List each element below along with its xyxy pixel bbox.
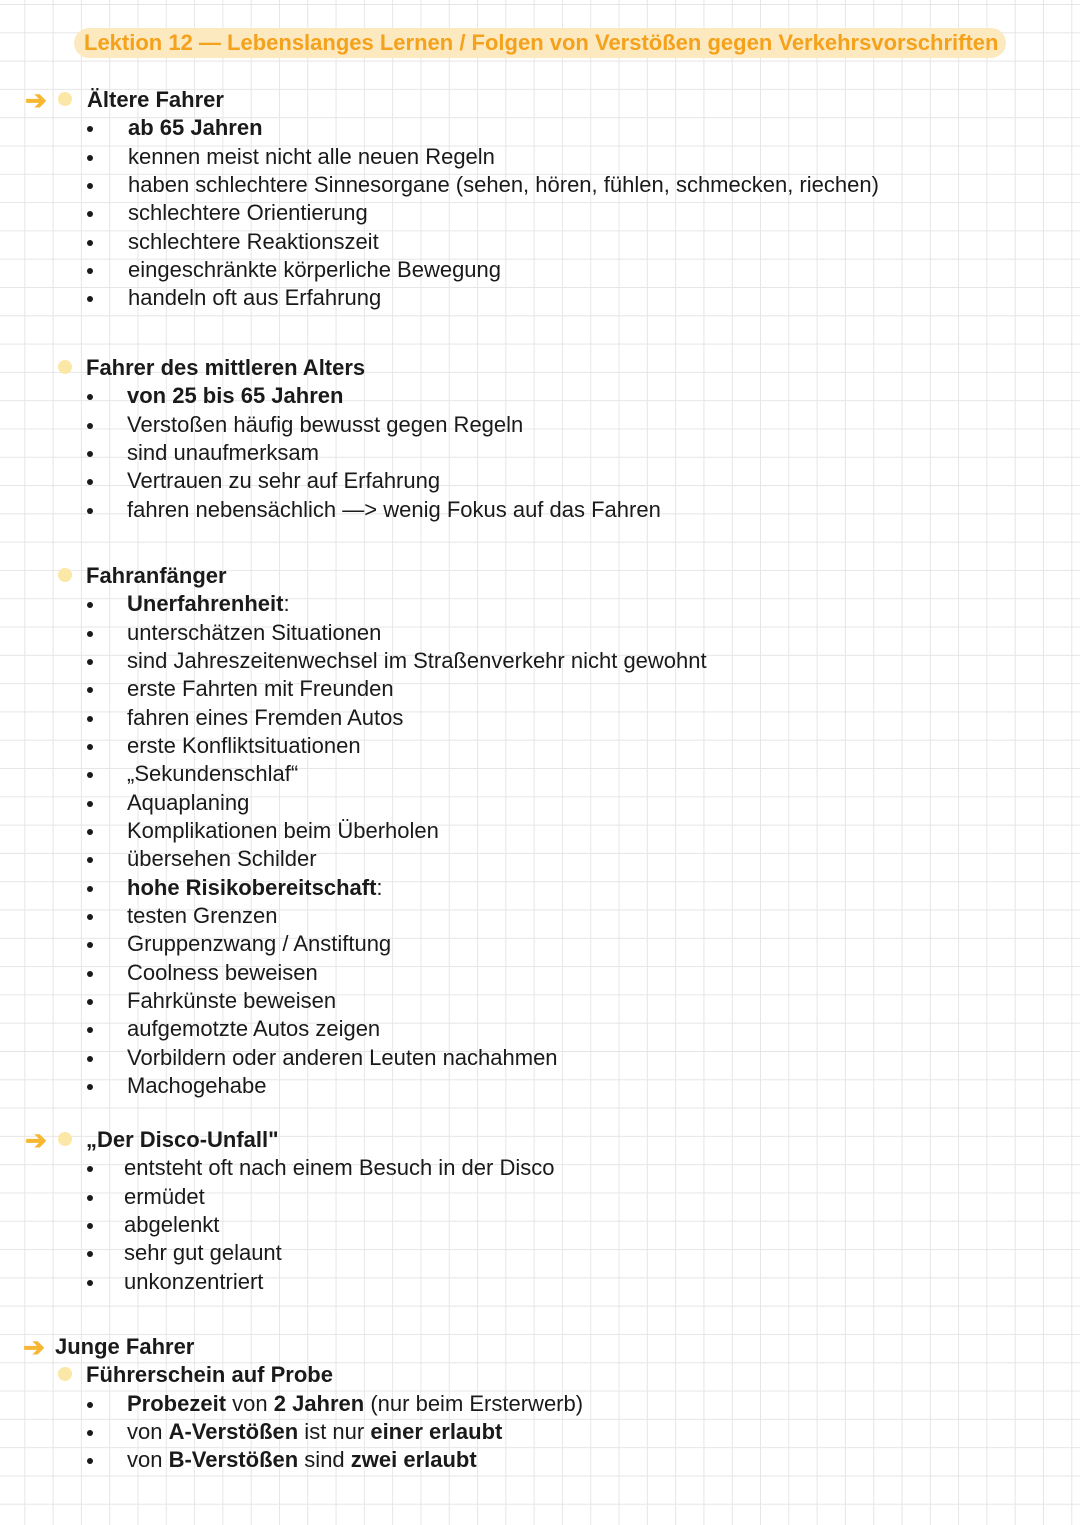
section-heading: Junge Fahrer [55,1334,195,1359]
bullet-dot-icon [58,92,72,106]
list-item-text: ab 65 Jahren [128,115,263,141]
list-item-text: kennen meist nicht alle neuen Regeln [128,143,495,169]
list-item-text-part: : [376,874,383,900]
list-item-text: unterschätzen Situationen [127,619,382,645]
list-item-text: Aquaplaning [127,789,250,815]
bullet-point-icon [87,744,93,750]
bullet-point-icon [87,394,93,400]
list-item [0,1239,1080,1267]
list-item [0,1044,1080,1072]
list-item-text-part: von [127,1418,169,1444]
list-item-text-part: A-Verstößen [168,1418,299,1444]
list-item-text-part: hohe Risikobereitschaft [127,874,377,900]
bullet-point-icon [87,1166,93,1172]
arrow-right-icon: ➔ [25,85,47,115]
bullet-point-icon [87,886,93,892]
list-item-text: fahren eines Fremden Autos [127,704,404,730]
bullet-point-icon [87,1430,93,1436]
list-item [0,675,1080,703]
bullet-point-icon [87,1084,93,1090]
list-item [0,143,1080,171]
list-item-text: testen Grenzen [127,903,278,929]
bullet-point-icon [87,155,93,161]
bullet-point-icon [87,1458,93,1464]
bullet-point-icon [87,716,93,722]
bullet-point-icon [87,508,93,514]
list-item-text: erste Fahrten mit Freunden [127,676,394,702]
list-item [0,1015,1080,1043]
list-item [0,467,1080,495]
list-item-text [127,590,290,618]
bullet-point-icon [87,1251,93,1257]
list-item-text: fahren nebensächlich —> wenig Fokus auf das Fahren [127,496,661,522]
bullet-point-icon [87,211,93,217]
list-item [0,590,1080,618]
list-item-text: haben schlechtere Sinnesorgane (sehen, hören, fühlen, schmecken, riechen) [128,171,879,197]
arrow-right-icon: ➔ [23,1332,45,1362]
list-item-text-part: von [226,1390,274,1416]
bullet-point-icon [87,126,93,132]
section-subheading: Führerschein auf Probe [86,1362,333,1388]
list-item-text-part: zwei erlaubt [350,1447,477,1473]
list-item-text: aufgemotzte Autos zeigen [127,1016,381,1042]
bullet-dot-icon [58,360,72,374]
bullet-point-icon [87,423,93,429]
item-list [0,1390,1080,1475]
item-list [0,382,1080,524]
list-item-text: „Sekundenschlaf“ [127,761,299,787]
item-list [0,114,1080,312]
list-item-text: sehr gut gelaunt [124,1240,282,1266]
list-item [0,228,1080,256]
list-item-text: sind Jahreszeitenwechsel im Straßenverkehr nicht gewohnt [127,647,707,673]
list-item-text-part: 2 Jahren [273,1390,365,1416]
list-item-text: erste Konfliktsituationen [127,733,361,759]
list-item-text: eingeschränkte körperliche Bewegung [128,257,502,283]
list-item [0,1183,1080,1211]
list-item [0,114,1080,142]
list-item [0,789,1080,817]
list-item-text-part: B-Verstößen [168,1447,299,1473]
list-item [0,817,1080,845]
section-heading: Fahranfänger [86,563,227,588]
list-item [0,902,1080,930]
page-title: Lektion 12 — Lebenslanges Lernen / Folgen von Verstößen gegen Verkehrsvorschriften [74,28,1006,58]
bullet-point-icon [87,479,93,485]
item-list [0,1154,1080,1296]
list-item-text-part: sind [298,1447,351,1473]
bullet-point-icon [87,631,93,637]
list-item-text [127,874,383,902]
bullet-point-icon [87,971,93,977]
list-item-text [127,1418,502,1446]
list-item [0,959,1080,987]
list-item [0,1072,1080,1100]
list-item [0,619,1080,647]
list-item [0,845,1080,873]
list-item-text [127,1390,583,1418]
list-item-text: Vorbildern oder anderen Leuten nachahmen [127,1044,558,1070]
bullet-point-icon [87,1195,93,1201]
bullet-dot-icon [58,1132,72,1146]
bullet-point-icon [87,914,93,920]
list-item-text-part: ist nur [298,1418,371,1444]
bullet-point-icon [87,1027,93,1033]
list-item-text: Komplikationen beim Überholen [127,818,439,844]
list-item [0,1268,1080,1296]
list-item-text-part: von [127,1447,169,1473]
list-item-text: Vertrauen zu sehr auf Erfahrung [127,468,441,494]
list-item-text: Coolness beweisen [127,959,318,985]
bullet-point-icon [87,296,93,302]
section-heading: Fahrer des mittleren Alters [86,355,366,380]
list-item [0,382,1080,410]
section-heading: „Der Disco-Unfall" [86,1127,279,1152]
bullet-point-icon [87,857,93,863]
bullet-point-icon [87,602,93,608]
list-item-text: unkonzentriert [124,1268,264,1294]
bullet-point-icon [87,829,93,835]
list-item-text: sind unaufmerksam [127,439,319,465]
arrow-right-icon: ➔ [25,1125,47,1155]
list-item [0,256,1080,284]
list-item [0,1446,1080,1474]
list-item-text: übersehen Schilder [127,846,317,872]
bullet-point-icon [87,659,93,665]
list-item [0,284,1080,312]
list-item [0,199,1080,227]
bullet-point-icon [87,687,93,693]
list-item [0,1211,1080,1239]
bullet-point-icon [87,1280,93,1286]
list-item-text: von 25 bis 65 Jahren [127,383,344,409]
list-item [0,1418,1080,1446]
bullet-dot-icon [58,568,72,582]
list-item-text: ermüdet [124,1183,205,1209]
bullet-point-icon [87,451,93,457]
bullet-point-icon [87,183,93,189]
bullet-point-icon [87,999,93,1005]
list-item-text-part: Probezeit [127,1390,227,1416]
bullet-point-icon [87,268,93,274]
list-item-text [127,1446,477,1474]
list-item-text-part: Unerfahrenheit [127,591,284,617]
bullet-dot-icon [58,1367,72,1381]
list-item-text: abgelenkt [124,1211,220,1237]
item-list [0,590,1080,1100]
list-item [0,930,1080,958]
list-item [0,874,1080,902]
list-item-text: handeln oft aus Erfahrung [128,285,382,311]
list-item [0,987,1080,1015]
list-item [0,171,1080,199]
list-item-text: Fahrkünste beweisen [127,988,337,1014]
list-item [0,496,1080,524]
list-item [0,1154,1080,1182]
list-item [0,647,1080,675]
list-item-text: schlechtere Reaktionszeit [128,228,379,254]
list-item [0,439,1080,467]
bullet-point-icon [87,240,93,246]
list-item-text: entsteht oft nach einem Besuch in der Disco [124,1155,555,1181]
list-item-text-part: (nur beim Ersterwerb) [364,1390,584,1416]
list-item-text: Machogehabe [127,1073,267,1099]
list-item [0,704,1080,732]
list-item-text-part: : [283,591,290,617]
list-item-text: schlechtere Orientierung [128,200,368,226]
list-item [0,1390,1080,1418]
bullet-point-icon [87,942,93,948]
list-item-text-part: einer erlaubt [370,1418,503,1444]
list-item-text: Verstoßen häufig bewusst gegen Regeln [127,411,524,437]
bullet-point-icon [87,1056,93,1062]
bullet-point-icon [87,772,93,778]
section-heading: Ältere Fahrer [87,87,224,112]
bullet-point-icon [87,801,93,807]
list-item [0,760,1080,788]
bullet-point-icon [87,1223,93,1229]
bullet-point-icon [87,1402,93,1408]
list-item [0,732,1080,760]
list-item-text: Gruppenzwang / Anstiftung [127,931,392,957]
list-item [0,411,1080,439]
